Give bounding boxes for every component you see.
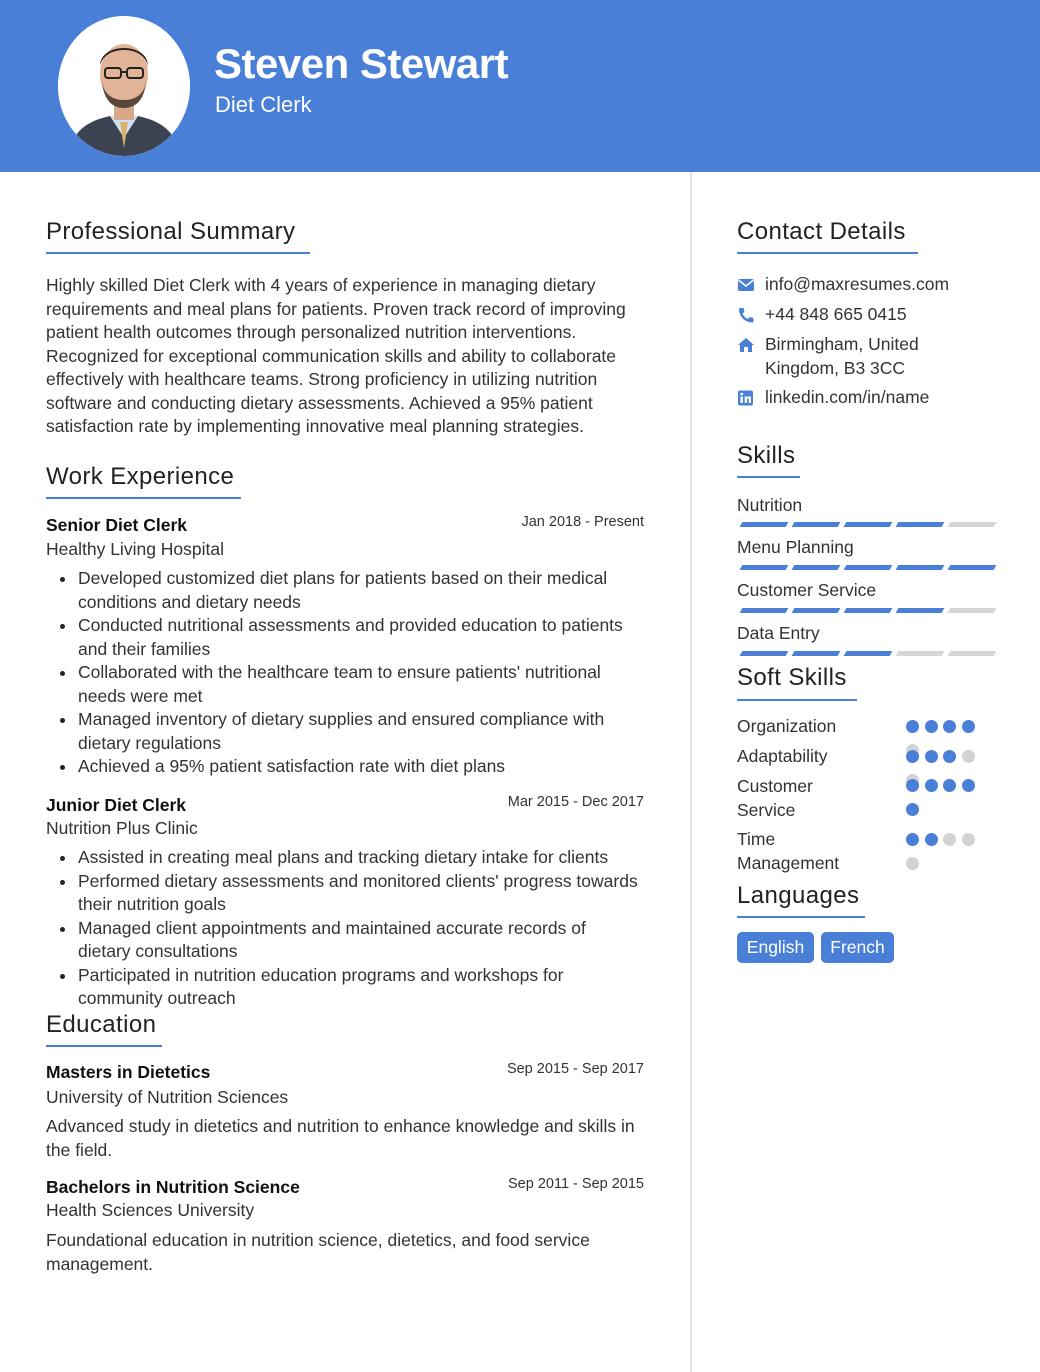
skill-level-segment	[740, 608, 789, 613]
education-underline	[46, 1045, 162, 1047]
experience-heading: Work Experience	[46, 463, 235, 490]
skill-level-segment	[792, 651, 841, 656]
education-heading: Education	[46, 1011, 157, 1038]
skill-level-segment	[740, 522, 789, 527]
contact-heading: Contact Details	[737, 218, 906, 245]
job-bullet: Assisted in creating meal plans and tracking dietary intake for clients	[58, 846, 638, 870]
job-bullet: Conducted nutritional assessments and provided education to patients and their families	[58, 614, 638, 661]
job-bullet: Participated in nutrition education programs and workshops for community outreach	[58, 964, 638, 1011]
skill-level-segment	[844, 522, 893, 527]
soft-skill-dot	[906, 833, 919, 846]
job-title: Junior Diet Clerk	[46, 795, 187, 815]
soft-skill-dot	[962, 833, 975, 846]
contact-linkedin-text: linkedin.com/in/name	[765, 387, 930, 407]
skill-level-segment	[740, 565, 789, 570]
contact-phone-text: +44 848 665 0415	[765, 304, 907, 324]
linkedin-icon	[737, 390, 755, 406]
soft-skill-dot	[925, 720, 938, 733]
degree-dates: Sep 2011 - Sep 2015	[508, 1176, 644, 1192]
degree-description: Foundational education in nutrition science, dietetics, and food service management.	[46, 1230, 590, 1274]
contact-underline	[737, 252, 918, 254]
job-bullets	[58, 846, 638, 1011]
summary-underline	[46, 252, 310, 254]
soft-skill-dot	[943, 779, 956, 792]
soft-skill-dot	[906, 720, 919, 733]
contact-email-text: info@maxresumes.com	[765, 274, 950, 294]
phone-icon	[737, 307, 755, 323]
skill-level-segment	[844, 651, 893, 656]
soft-skill-name: Customer Service	[737, 776, 813, 820]
skills-heading: Skills	[737, 442, 796, 469]
contact-address-text: Birmingham, United Kingdom, B3 3CC	[765, 334, 919, 378]
soft-skills-heading: Soft Skills	[737, 664, 847, 691]
skill-level-segment	[896, 608, 945, 613]
skill-name: Customer Service	[737, 580, 877, 600]
soft-skill-dot	[925, 750, 938, 763]
job-bullets	[58, 567, 638, 779]
skills-underline	[737, 476, 800, 478]
job-bullet: Managed client appointments and maintained accurate records of dietary consultations	[58, 917, 638, 964]
soft-skill-dot	[925, 779, 938, 792]
degree-title: Masters in Dietetics	[46, 1062, 211, 1082]
home-icon	[737, 337, 755, 353]
header-banner	[0, 0, 1040, 172]
job-bullet: Performed dietary assessments and monitored clients' progress towards their nutrition goals	[58, 870, 638, 917]
skill-level-segment	[844, 565, 893, 570]
experience-underline	[46, 497, 241, 499]
soft-skill-name: Organization	[737, 716, 837, 736]
degree-description: Advanced study in dietetics and nutrition to enhance knowledge and skills in the field.	[46, 1116, 635, 1160]
skill-level-segment	[896, 651, 945, 656]
job-org: Nutrition Plus Clinic	[46, 818, 198, 838]
skill-level-segment	[948, 522, 997, 527]
summary-heading: Professional Summary	[46, 218, 296, 245]
skill-level-segment	[792, 522, 841, 527]
skill-level-segment	[792, 608, 841, 613]
skill-name: Nutrition	[737, 495, 803, 515]
job-bullet: Achieved a 95% patient satisfaction rate with diet plans	[58, 755, 638, 779]
skill-level-segment	[948, 565, 997, 570]
soft-skill-name: Time Management	[737, 829, 840, 873]
soft-skill-dot	[962, 720, 975, 733]
skill-level-segment	[740, 651, 789, 656]
envelope-icon	[737, 277, 755, 293]
skill-level-segment	[844, 608, 893, 613]
language-tag: French	[821, 932, 894, 963]
job-title: Senior Diet Clerk	[46, 515, 188, 535]
soft-skill-dot	[906, 857, 919, 870]
skill-name: Menu Planning	[737, 537, 854, 557]
job-bullet: Managed inventory of dietary supplies and ensured compliance with dietary regulations	[58, 708, 638, 755]
skill-level-segment	[948, 608, 997, 613]
languages-underline	[737, 916, 865, 918]
soft-skill-dot	[906, 803, 919, 816]
school-name: Health Sciences University	[46, 1200, 255, 1220]
skill-level-segment	[948, 651, 997, 656]
language-tag: English	[737, 932, 814, 963]
school-name: University of Nutrition Sciences	[46, 1087, 289, 1107]
soft-skill-dot	[962, 750, 975, 763]
summary-text: Highly skilled Diet Clerk with 4 years of experience in managing dietary requirements and meal plans for patients. Proven track record of improving patient health outcomes through personalized nutrition interventions. Recognized for exceptional communication skills and ability to collaborate effectively with healthcare teams. Strong proficiency in utilizing nutrition software and conducting dietary assessments. Achieved a 95% patient satisfaction rate by implementing innovative meal planning strategies.	[46, 275, 626, 436]
degree-title: Bachelors in Nutrition Science	[46, 1177, 300, 1197]
languages-heading: Languages	[737, 882, 860, 909]
candidate-name: Steven Stewart	[214, 40, 509, 87]
column-divider	[690, 172, 692, 1372]
soft-skill-dot	[962, 779, 975, 792]
job-dates: Mar 2015 - Dec 2017	[507, 794, 644, 810]
soft-skill-name: Adaptability	[737, 746, 828, 766]
soft-skills-underline	[737, 699, 857, 701]
soft-skill-dot	[906, 750, 919, 763]
soft-skill-dot	[943, 720, 956, 733]
avatar	[58, 16, 190, 156]
skill-level-segment	[896, 522, 945, 527]
soft-skill-dot	[943, 750, 956, 763]
soft-skill-dot	[943, 833, 956, 846]
job-org: Healthy Living Hospital	[46, 539, 225, 559]
skill-level-segment	[792, 565, 841, 570]
job-bullet: Collaborated with the healthcare team to ensure patients' nutritional needs were met	[58, 661, 638, 708]
job-dates: Jan 2018 - Present	[521, 514, 644, 530]
soft-skill-dot	[925, 833, 938, 846]
soft-skill-dot	[906, 779, 919, 792]
profile-photo	[58, 16, 190, 156]
skill-level-segment	[896, 565, 945, 570]
degree-dates: Sep 2015 - Sep 2017	[506, 1061, 644, 1077]
job-bullet: Developed customized diet plans for patients based on their medical conditions and dietary needs	[58, 567, 638, 614]
skill-name: Data Entry	[737, 623, 820, 643]
candidate-title: Diet Clerk	[215, 92, 312, 117]
